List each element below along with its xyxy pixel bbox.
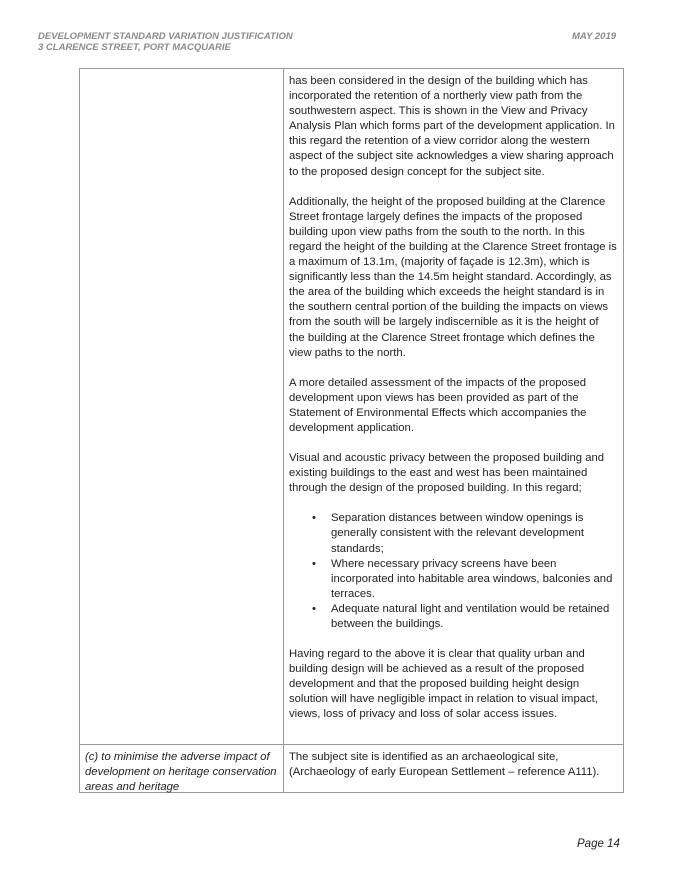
justification-table	[79, 68, 624, 793]
paragraph-building-height: Additionally, the height of the proposed building at the Clarence Street frontage largely defines the impacts of the proposed building upon view paths from the south to the north. In this regard the height of the building at the Clarence Street frontage is a maximum of 13.1m, (majority of façade is 12.3m), which is significantly less than the 14.5m height standard. Accordingly, as the area of the building which exceeds the height standard is in the southern central portion of the building the impacts on views from the south will be largely indiscernible as it is the height of the building at the Clarence Street frontage which defines the view paths to the north.	[289, 195, 617, 359]
table-cell-objective: (c) to minimise the adverse impact of development on heritage conservation areas and heritage	[85, 751, 277, 794]
privacy-measures-list	[289, 511, 617, 632]
paragraph-privacy: Visual and acoustic privacy between the proposed building and existing buildings to the east and west has been maintained through the design of the proposed building. In this regard;	[289, 452, 605, 495]
list-item	[289, 511, 617, 556]
list-item	[289, 557, 617, 602]
table-row-divider	[79, 744, 624, 745]
list-item-text: Separation distances between window openings is generally consistent with the relevant development standards;	[331, 512, 585, 555]
paragraph-conclusion: Having regard to the above it is clear that quality urban and building design will be achieved as a result of the proposed development and that the proposed building height design solution will have negligible impact in relation to visual impact, views, loss of privacy and loss of solar access issues.	[289, 648, 598, 721]
bullet-icon: •	[312, 512, 316, 525]
list-item-text: Where necessary privacy screens have been incorporated into habitable area windows, balconies and terraces.	[331, 557, 613, 600]
table-border-left	[79, 68, 80, 793]
header-title: DEVELOPMENT STANDARD VARIATION JUSTIFICATION	[38, 31, 293, 42]
table-cell-archaeology: The subject site is identified as an archaeological site, (Archaeology of early European Settlement – reference A111).	[289, 751, 600, 779]
header-date: MAY 2019	[572, 31, 617, 42]
table-cell-justification	[289, 74, 617, 738]
list-item	[289, 602, 617, 632]
bullet-icon: •	[312, 557, 316, 570]
document-header	[38, 31, 293, 53]
table-border-top	[79, 68, 624, 69]
bullet-icon: •	[312, 602, 316, 615]
list-item-text: Adequate natural light and ventilation would be retained between the buildings.	[331, 602, 610, 630]
header-address: 3 CLARENCE STREET, PORT MACQUARIE	[38, 42, 231, 53]
paragraph-detailed-assessment: A more detailed assessment of the impacts of the proposed development upon views has been provided as part of the Statement of Environmental Effects which accompanies the development application.	[289, 376, 587, 434]
page-number: Page 14	[577, 838, 620, 850]
paragraph-view-path: has been considered in the design of the building which has incorporated the retention of a northerly view path from the southwestern aspect. This is shown in the View and Privacy Analysis Plan which forms part of the development application. In this regard the retention of a view corridor along the western aspect of the subject site acknowledges a view sharing approach to the proposed design concept for the subject site.	[289, 75, 615, 178]
table-column-divider	[283, 68, 284, 793]
table-border-right	[623, 68, 624, 793]
